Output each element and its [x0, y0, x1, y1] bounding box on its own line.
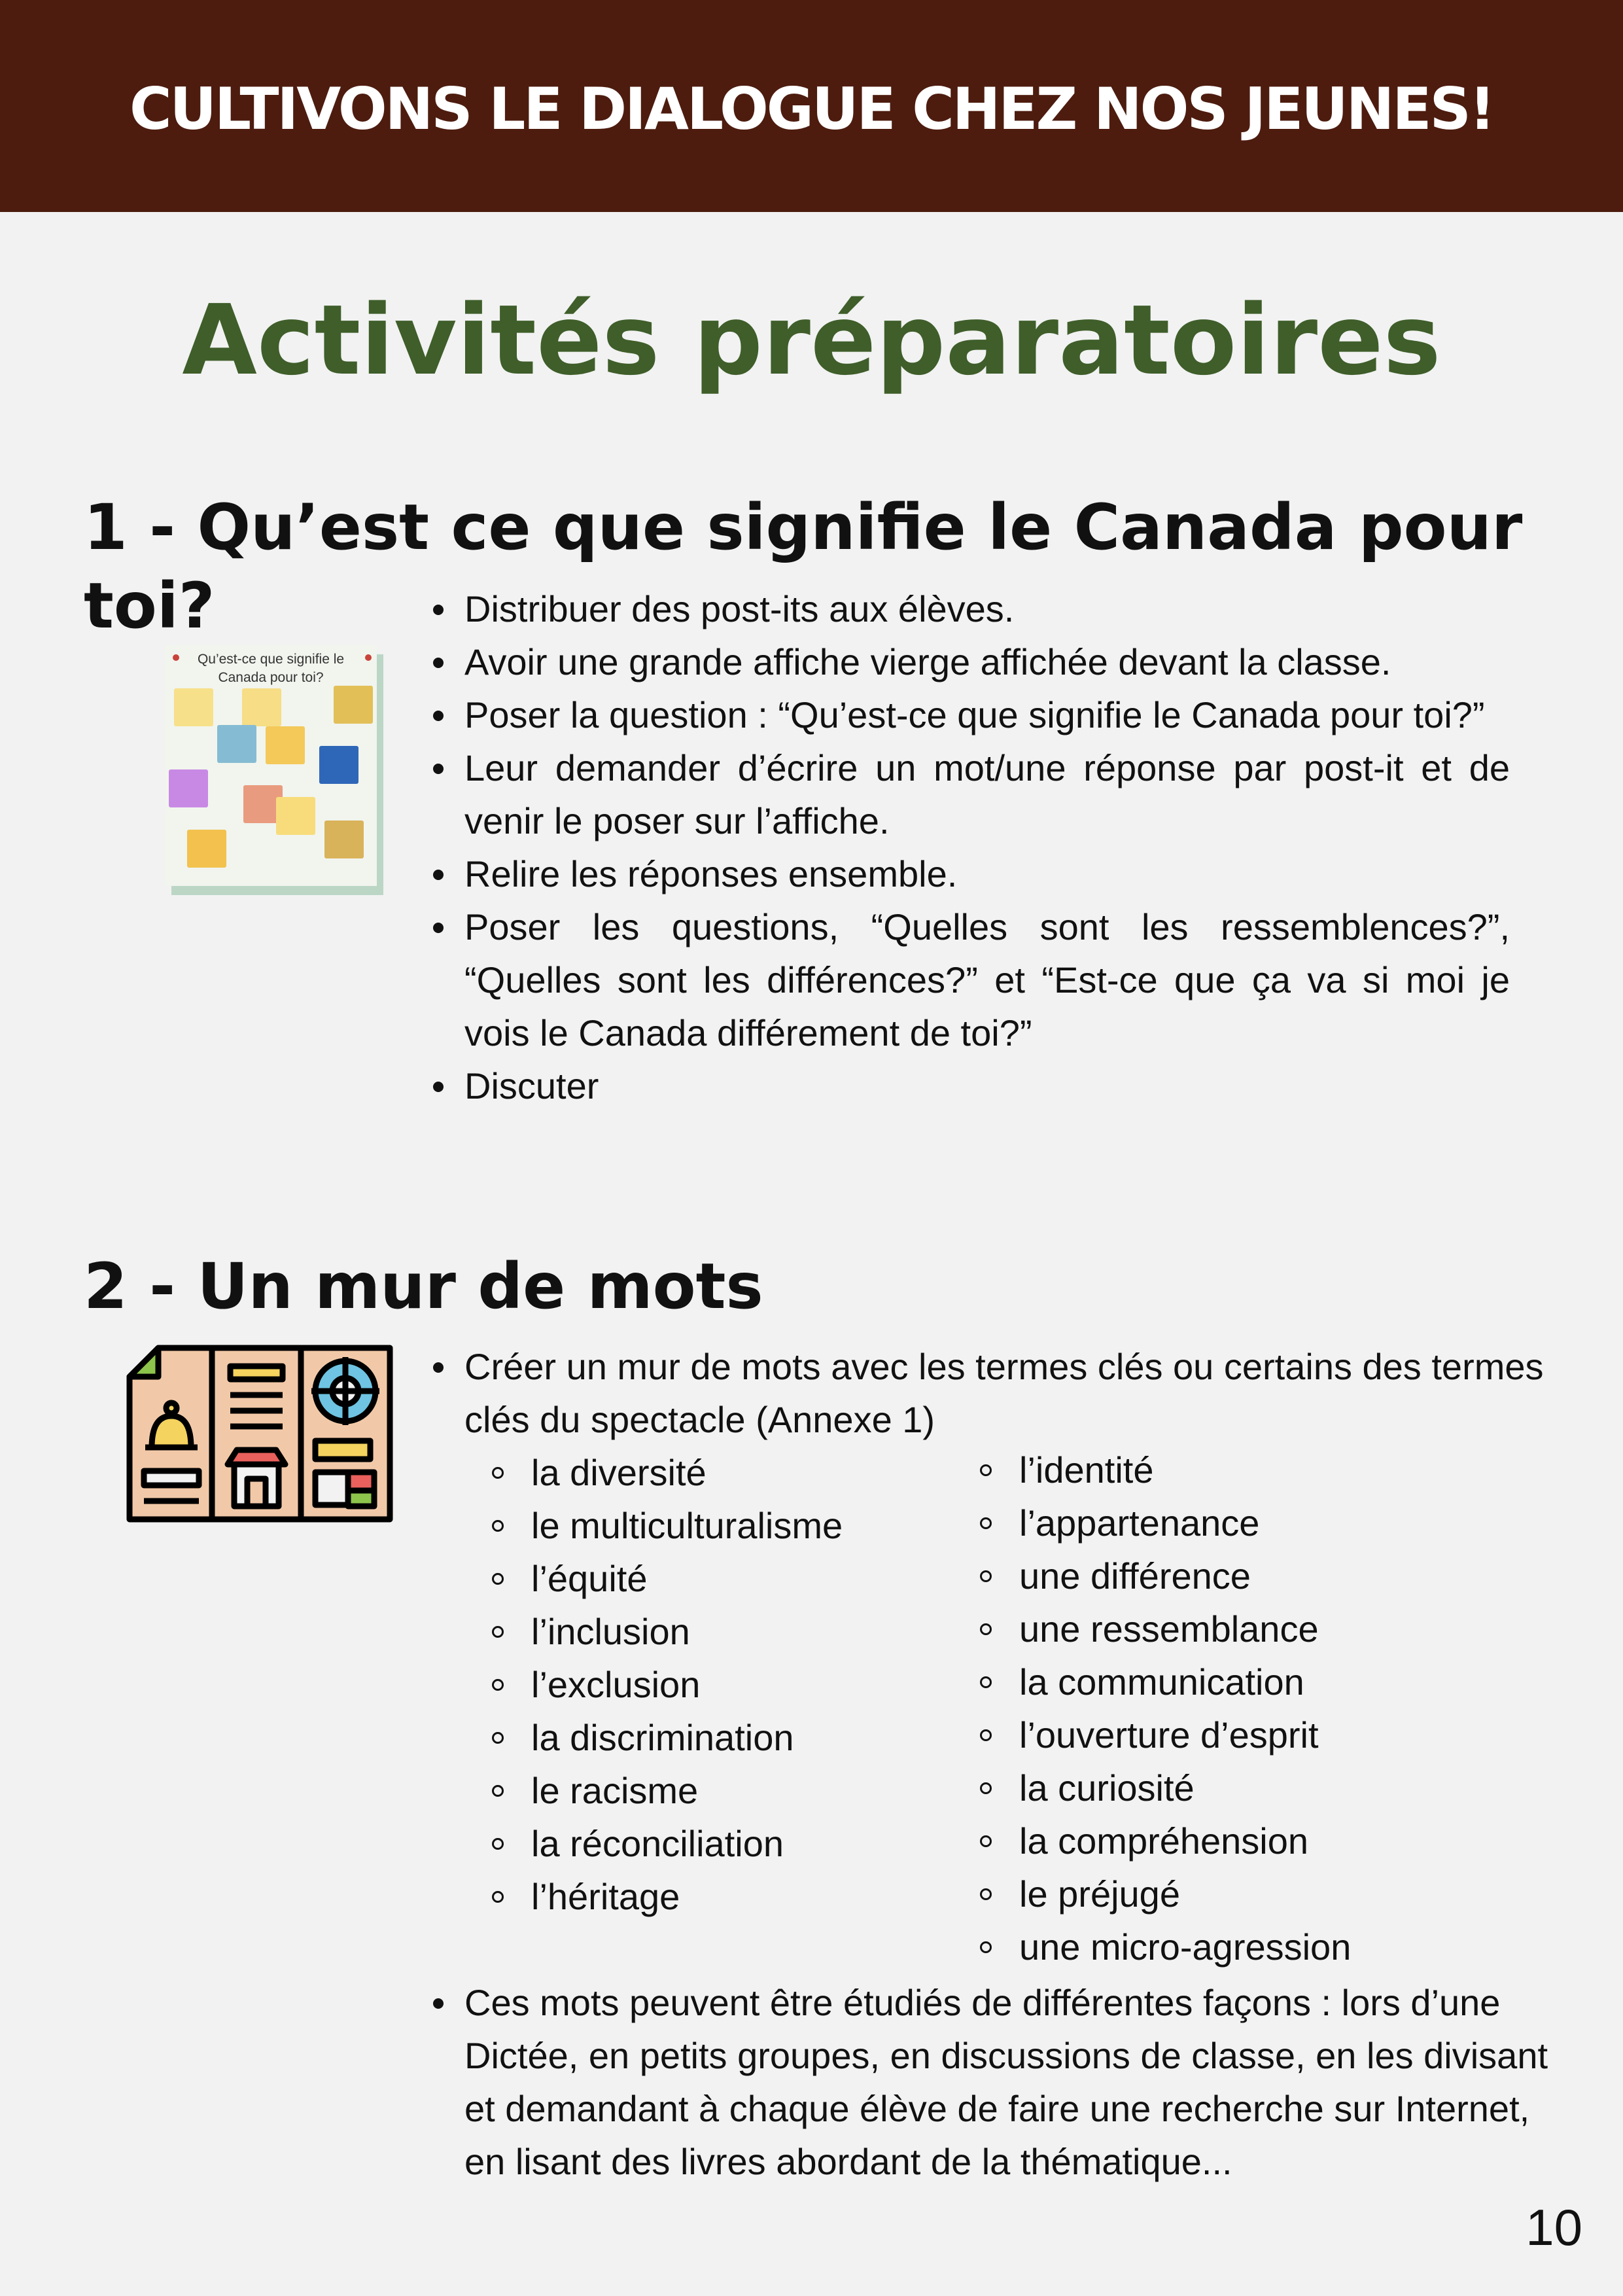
poster-caption: Qu’est-ce que signifie le Canada pour toi?	[197, 652, 345, 685]
section-1-bullet-list	[430, 582, 1510, 1112]
term-item: la curiosité	[980, 1761, 1503, 1814]
section-2-closing-list	[430, 1976, 1556, 2188]
list-item: Poser la question : “Qu’est-ce que signifie le Canada pour toi?”	[430, 688, 1510, 741]
list-item: Poser les questions, “Quelles sont les ressemblences?”, “Quelles sont les différences?” et “Est-ce que ça va si moi je vois le Canada différement de toi?”	[430, 900, 1510, 1059]
terms-list-left	[492, 1446, 917, 1923]
term-item: une différence	[980, 1549, 1503, 1602]
term-item: la compréhension	[980, 1814, 1503, 1867]
term-item: le multiculturalisme	[492, 1499, 917, 1552]
term-item: l’ouverture d’esprit	[980, 1708, 1503, 1761]
term-item: l’équité	[492, 1552, 917, 1605]
list-item: Relire les réponses ensemble.	[430, 847, 1510, 900]
term-item: l’appartenance	[980, 1496, 1503, 1549]
header-banner	[0, 0, 1623, 212]
page-title: Activités préparatoires	[182, 284, 1441, 397]
word-wall-icon	[126, 1343, 394, 1523]
term-item: l’exclusion	[492, 1658, 917, 1711]
page-number: 10	[1526, 2199, 1582, 2256]
list-item: Leur demander d’écrire un mot/une réponse par post-it et de venir le poser sur l’affiche.	[430, 741, 1510, 847]
term-item: l’héritage	[492, 1870, 917, 1923]
term-item: l’inclusion	[492, 1605, 917, 1658]
term-item: le préjugé	[980, 1867, 1503, 1920]
section-2-heading: 2 - Un mur de mots	[84, 1250, 763, 1323]
term-item: l’identité	[980, 1443, 1503, 1496]
term-item: la discrimination	[492, 1711, 917, 1764]
list-item: Créer un mur de mots avec les termes clés ou certains des termes clés du spectacle (Annexe 1)	[430, 1340, 1556, 1446]
banner-title: CULTIVONS LE DIALOGUE CHEZ NOS JEUNES!	[129, 75, 1494, 143]
list-item: Ces mots peuvent être étudiés de différentes façons : lors d’une Dictée, en petits groupes, en discussions de classe, en les divisant et demandant à chaque élève de faire une recherche sur Internet, en lisant des livres abordant de la thématique...	[430, 1976, 1556, 2188]
section-2-intro-list	[430, 1340, 1556, 1446]
term-item: une ressemblance	[980, 1602, 1503, 1655]
term-item: la réconciliation	[492, 1817, 917, 1870]
term-item: la communication	[980, 1655, 1503, 1708]
term-item: la diversité	[492, 1446, 917, 1499]
term-item: une micro-agression	[980, 1920, 1503, 1973]
list-item: Discuter	[430, 1059, 1510, 1112]
list-item: Distribuer des post-its aux élèves.	[430, 582, 1510, 635]
term-item: le racisme	[492, 1764, 917, 1817]
section-1-heading: 1 - Qu’est ce que signifie le Canada pour toi?	[84, 491, 1523, 643]
terms-list-right	[980, 1443, 1503, 1973]
list-item: Avoir une grande affiche vierge affichée devant la classe.	[430, 635, 1510, 688]
postit-poster-illustration	[165, 645, 383, 895]
